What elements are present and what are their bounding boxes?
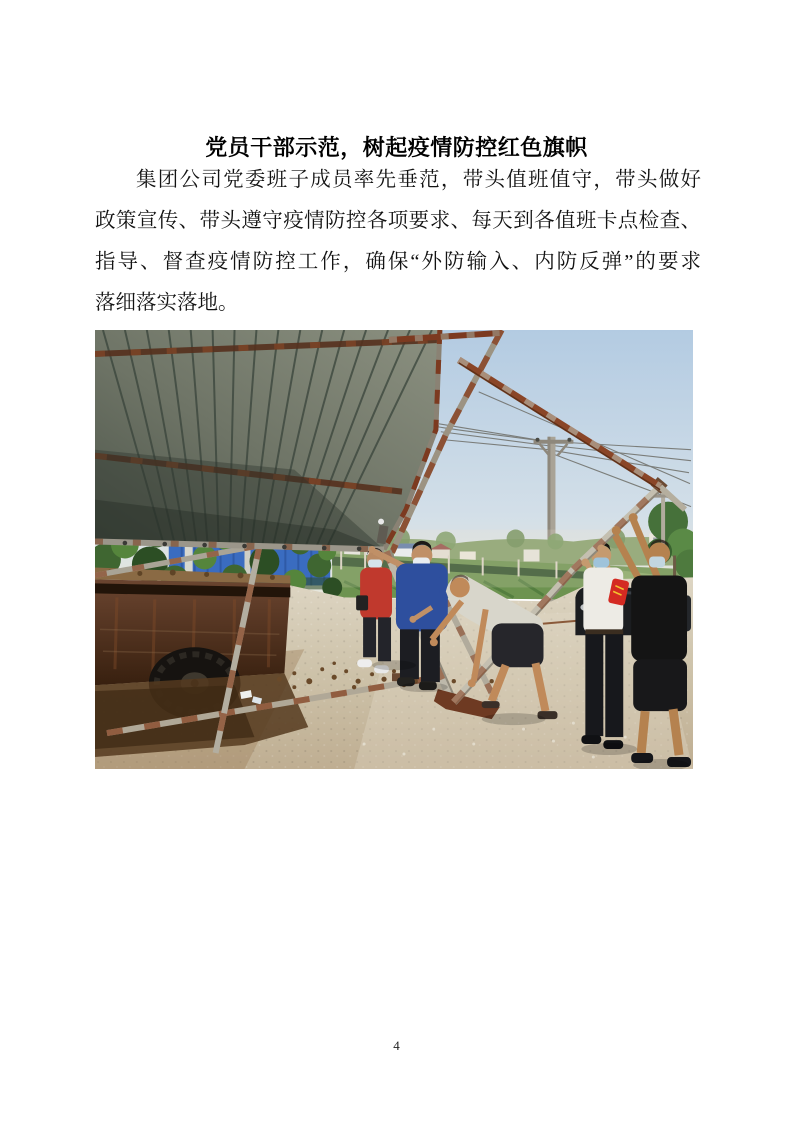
- article-title: 党员干部示范，树起疫情防控红色旗帜: [205, 134, 588, 160]
- paragraph-line-1: 集团公司党委班子成员率先垂范，带头值班值守，带头做好: [136, 169, 701, 191]
- article-photo: [95, 330, 693, 769]
- paragraph-line-2: 政策宣传、带头遵守疫情防控各项要求、每天到各值班卡点检查、: [95, 210, 701, 232]
- paragraph-line-3: 指导、督查疫情防控工作，确保“外防输入、内防反弹”的要求: [95, 251, 701, 273]
- page-number: 4: [393, 1038, 400, 1053]
- worker-white-shirt-armband: [581, 542, 629, 749]
- paragraph-line-4: 落细落实落地。: [95, 292, 239, 314]
- photo-illustration: [95, 330, 693, 769]
- article-paragraph: [95, 160, 701, 324]
